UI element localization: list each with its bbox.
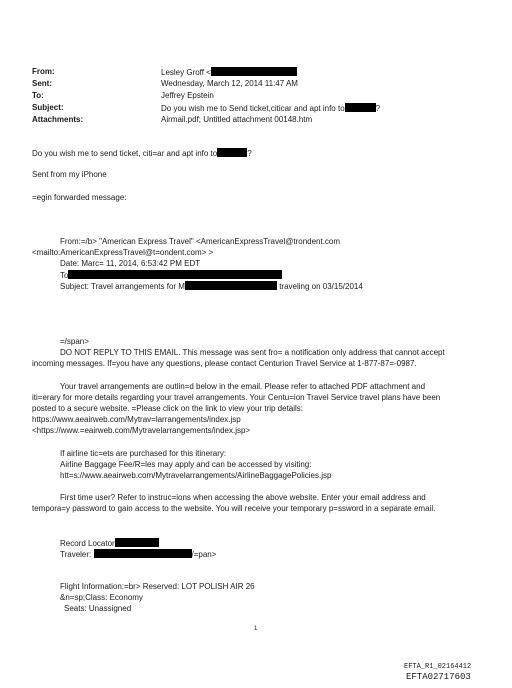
page-number: 1 — [254, 626, 258, 632]
redaction — [94, 549, 192, 558]
question-line — [32, 148, 252, 159]
flight-class-line: &n=sp;Class: Economy — [60, 593, 143, 602]
subject-label: Subject: — [32, 103, 64, 112]
fwd-to-label: To — [60, 271, 69, 280]
flight-seats-line: Seats: Unassigned — [64, 604, 132, 613]
arrangements-line-3: posted to a secure website. =Please click on the link to view your trip details: — [32, 404, 304, 413]
first-time-line-2: tempora=y password to gain access to the website. You will receive your temporary p=ssword in a separate email. — [32, 504, 436, 513]
bates-number-2: EFTA02717603 — [406, 672, 471, 682]
traveler-line — [60, 549, 216, 560]
fwd-subject-end: traveling on 03/15/2014 — [279, 282, 363, 291]
sent-value: Wednesday, March 12, 2014 11:47 AM — [161, 79, 298, 88]
from-value — [161, 67, 297, 78]
baggage-line-2: Airline Baggage Fee/R=les may apply and can be accessed by visiting: — [60, 460, 312, 469]
traveler-end: /=pan> — [191, 550, 217, 559]
arrangements-link-2[interactable]: <https://www.=eairweb.com/Mytravelarrangements/index.jsp> — [32, 426, 251, 435]
from-label: From: — [32, 67, 55, 76]
record-locator-line — [60, 538, 159, 549]
sent-label: Sent: — [32, 79, 52, 88]
to-label: To: — [32, 91, 44, 100]
flight-info-line: Flight Information:=br> Reserved: LOT POLISH AIR 26 — [60, 582, 255, 591]
donotreply-line-1: DO NOT REPLY TO THIS EMAIL. This message was sent fro= a notification only address that cannot accept — [60, 348, 445, 357]
to-value: Jeffrey Epstein — [161, 91, 214, 100]
redaction — [345, 103, 376, 112]
traveler-label: Traveler: — [60, 550, 92, 559]
bates-number-1: EFTA_R1_02164412 — [404, 663, 472, 671]
question-text: Do you wish me to send ticket, citi=ar and apt info to — [32, 149, 218, 158]
fwd-mailto-line: <mailto:AmericanExpressTravel@t=ondent.com> > — [32, 248, 214, 257]
attachments-value: Airmail.pdf; Untitled attachment 00148.htm — [161, 115, 313, 124]
fwd-subject-line — [60, 281, 363, 292]
arrangements-link-1[interactable]: https://www.aeairweb.com/Mytrav=larrangements/index.jsp — [32, 415, 241, 424]
redaction — [211, 67, 297, 76]
fwd-to-line — [60, 270, 282, 281]
baggage-link[interactable]: htt=s://www.aeairweb.com/Mytravelarrangements/AirlineBaggagePolicies.jsp — [60, 471, 332, 480]
fwd-date-line: Date: Marc= 11, 2014, 6:53:42 PM EDT — [60, 259, 201, 268]
donotreply-line-2: incoming messages. If=you have any questions, please contact Centurion Travel Service at 1-877-87=-0987. — [32, 359, 417, 368]
subject-value — [161, 103, 380, 114]
redaction — [68, 270, 282, 279]
subject-text: Do you wish me to Send ticket,citicar and apt info to — [161, 104, 345, 113]
from-name: Lesley Groff < — [161, 68, 211, 77]
redaction — [115, 538, 159, 547]
arrangements-line-1: Your travel arrangements are outlin=d below in the email. Please refer to attached PDF attachment and — [60, 382, 426, 391]
question-end: ? — [247, 149, 252, 158]
first-time-line-1: First time user? Refer to instruc=ions when accessing the above website. Enter your email address and — [60, 493, 426, 502]
fwd-subject-text: Subject: Travel arrangements for M — [60, 282, 185, 291]
attachments-label: Attachments: — [32, 115, 84, 124]
span-close-line: =/span> — [60, 337, 89, 346]
record-locator-label: Record Locator — [60, 539, 115, 548]
arrangements-line-2: iti=erary for more details regarding your travel arrangements. Your Centu=ion Travel Service travel plans have been — [32, 393, 441, 402]
begin-forward-line: =egin forwarded message: — [32, 193, 127, 202]
redaction — [217, 148, 247, 157]
fwd-from-line: From:=/b> "American Express Travel" <AmericanExpressTravel@trondent.com — [60, 237, 341, 246]
subject-end: ? — [375, 104, 381, 113]
sent-from-line: Sent from my iPhone — [32, 170, 107, 179]
redaction — [185, 281, 277, 290]
baggage-line-1: If airline tic=ets are purchased for this itinerary: — [60, 449, 227, 458]
